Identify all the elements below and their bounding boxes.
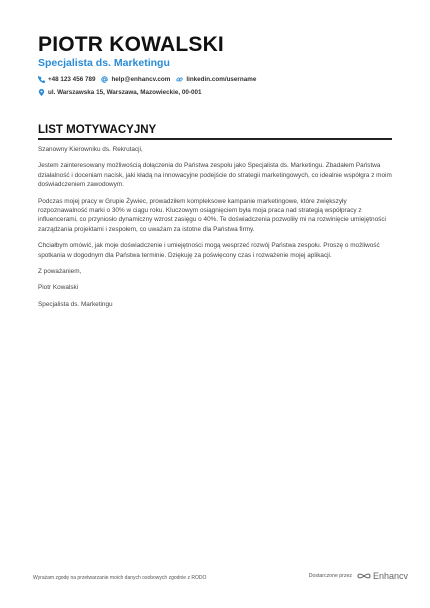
- gdpr-consent: Wyrażam zgodę na przetwarzanie moich danych osobowych zgodnie z RODO: [33, 575, 207, 581]
- at-icon: [101, 76, 108, 83]
- link-icon: [176, 76, 183, 83]
- email-text: help@enhancv.com: [111, 76, 171, 83]
- contact-linkedin[interactable]: [176, 76, 256, 83]
- contact-email[interactable]: [101, 76, 170, 83]
- address-row: [38, 89, 208, 96]
- powered-by: [309, 571, 408, 581]
- letter-greeting: Szanowny Kierowniku ds. Rekrutacji,: [38, 146, 143, 153]
- address-text: ul. Warszawska 15, Warszawa, Mazowieckie, 00-001: [48, 89, 202, 96]
- signature-name: Piotr Kowalski: [38, 284, 79, 292]
- linkedin-text: linkedin.com/username: [186, 76, 257, 83]
- enhancv-logo-icon: [357, 572, 371, 580]
- enhancv-brand[interactable]: [357, 571, 408, 581]
- signature-title: Specjalista ds. Marketingu: [38, 300, 113, 308]
- phone-icon: [38, 76, 45, 83]
- letter-closing: Z poważaniem,: [38, 268, 82, 276]
- section-title: LIST MOTYWACYJNY: [38, 124, 157, 136]
- location-pin-icon: [38, 89, 45, 96]
- brand-name: Enhancv: [372, 571, 408, 581]
- candidate-title: Specjalista ds. Marketingu: [38, 57, 170, 69]
- candidate-name: PIOTR KOWALSKI: [38, 33, 224, 56]
- letter-paragraph: Jestem zainteresowany możliwością dołączenia do Państwa zespołu jako Specjalista ds. Marketingu. Zbadałem Państwa działalność i doceniam nacisk, jaki kładą na innowacyjne podejście do strategii marketingowych, co idealnie współgra z moim doświadczeniem zawodowym.: [38, 162, 392, 189]
- contact-row: [38, 76, 262, 83]
- letter-paragraph: Chciałbym omówić, jak moje doświadczenie i umiejętności mogą wesprzeć rozwój Państwa zespołu. Proszę o możliwość spotkania w dogodnym dla Państwa terminie. Dziękuję za poświęcony czas i rozważenie mojej aplikacji.: [38, 242, 380, 259]
- letter-paragraph: Podczas mojej pracy w Grupie Żywiec, prowadziłem kompleksowe kampanie marketingowe, które zwiększyły rozpoznawalność marki o 30% w ciągu roku. Kluczowym osiągnięciem była moja praca nad strategią współpracy z influencerami, co przyniosło dynamiczny wzrost zasięgu o 40%. Te doświadczenia pozwoliły mi na rozwinięcie umiejętności zarządzania projektami i zespołem, co uważam za istotne dla Państwa firmy.: [38, 197, 386, 233]
- contact-address: [38, 89, 202, 96]
- powered-by-label: Dostarczone przez: [308, 573, 352, 579]
- letter-body: [38, 145, 392, 316]
- section-divider: [38, 138, 392, 140]
- phone-text: +48 123 456 789: [48, 76, 96, 83]
- contact-phone[interactable]: [38, 76, 95, 83]
